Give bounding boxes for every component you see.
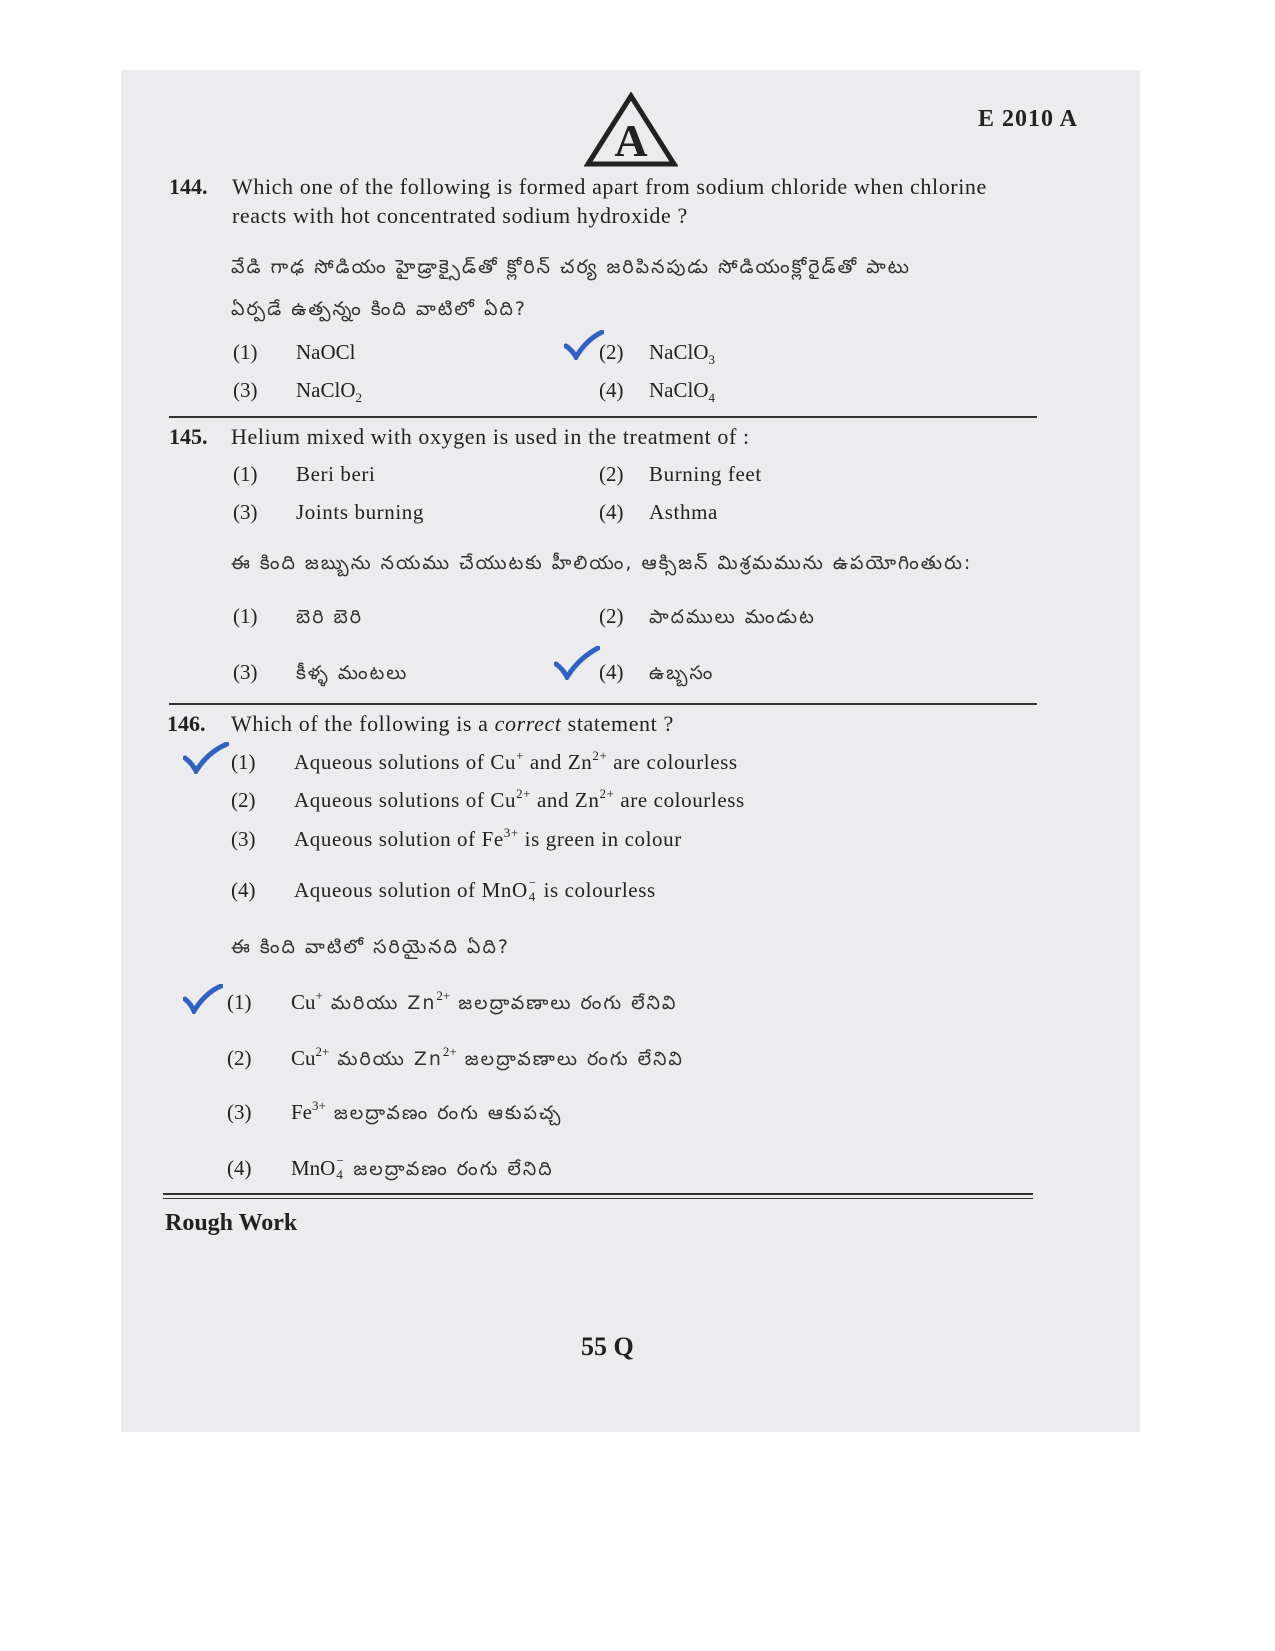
logo-letter: A [614,115,648,166]
option-number: (1) [233,604,258,628]
option-number: (4) [599,500,624,524]
tick-mark-icon [554,646,600,680]
option-number: (2) [227,1046,252,1070]
option-number: (3) [233,378,258,402]
option-number: (2) [231,788,256,812]
question-number: 144. [169,174,208,199]
question-text-te: ఏర్పడే ఉత్పన్నం కింది వాటిలో ఏది? [231,298,528,320]
paper-code: E 2010 A [977,106,1078,132]
option-text: NaClO$_4$ [649,378,715,405]
option-text: పాదములు మండుట [649,606,816,628]
booklet-series-logo [584,92,678,168]
option-text: NaClO$_2$ [296,378,362,405]
option-text: Beri beri [296,462,376,486]
question-text-te: ఈ కింది వాటిలో సరియైనది ఏది? [231,936,510,958]
question-text-te: వేడి గాఢ సోడియం హైడ్రాక్సైడ్‌తో క్లోరిన్ చర్య జరిపినపుడు సోడియంక్లోరైడ్‌తో పాటు [231,256,911,278]
option-number: (2) [599,462,624,486]
option-text: MnO − 4 జలద్రావణం రంగు లేనిది [291,1153,554,1182]
option-text: Asthma [649,500,718,524]
question-text-te: ఈ కింది జబ్బును నయము చేయుటకు హీలియం, ఆక్సిజన్ మిశ్రమమును ఉపయోగింతురు: [231,552,973,574]
question-text-en: reacts with hot concentrated sodium hydroxide ? [232,203,688,228]
option-text: $Fe^{3+}$ జలద్రావణం రంగు ఆకుపచ్చ [291,1098,563,1124]
option-text: Burning feet [649,462,762,486]
option-number: (3) [231,827,256,851]
option-number: (3) [227,1100,252,1124]
option-text: NaClO$_3$ [649,340,715,367]
section-divider [163,1198,1033,1199]
tick-mark-icon [564,330,604,360]
option-text: Aqueous solutions of $Cu^{2+}$ and $Zn^{2+}$ are colourless [294,786,745,812]
option-number: (4) [227,1156,252,1180]
option-text: $Cu^{2+}$ మరియు $Zn^{2+}$ జలద్రావణాలు రంగు లేనివి [291,1044,684,1070]
option-number: (1) [227,990,252,1014]
option-number: (4) [599,660,624,684]
option-number: (1) [233,462,258,486]
section-divider [163,1193,1033,1195]
option-text: ఉబ్బసం [649,662,715,684]
option-text: Aqueous solutions of Cu+ and $Zn^{2+}$ are colourless [294,748,738,774]
option-number: (4) [599,378,624,402]
page-number: 55 Q [581,1332,634,1361]
option-text: Aqueous solution of MnO − 4 is colourless [294,875,656,904]
exam-page [121,70,1140,1432]
option-text: NaOCl [296,340,356,364]
option-number: (3) [233,500,258,524]
question-text-en: Helium mixed with oxygen is used in the treatment of : [231,424,750,449]
question-text-en: Which of the following is a correct statement ? [231,711,674,736]
option-text: కీళ్ళ మంటలు [296,662,409,684]
question-number: 145. [169,424,208,449]
section-divider [169,416,1037,418]
question-number: 146. [167,711,206,736]
tick-mark-icon [183,984,223,1014]
option-text: Joints burning [296,500,424,524]
option-number: (1) [231,750,256,774]
option-number: (4) [231,878,256,902]
option-number: (3) [233,660,258,684]
section-divider [169,703,1037,705]
question-text-en: Which one of the following is formed apart from sodium chloride when chlorine [232,174,987,199]
option-number: (2) [599,604,624,628]
option-number: (1) [233,340,258,364]
option-text: Aqueous solution of $Fe^{3+}$ is green in colour [294,825,682,851]
rough-work-label: Rough Work [165,1210,298,1236]
option-text: బెరి బెరి [296,606,364,628]
tick-mark-icon [183,742,229,774]
option-number: (2) [599,340,624,364]
option-text: Cu+ మరియు $Zn^{2+}$ జలద్రావణాలు రంగు లేనివి [291,988,678,1014]
